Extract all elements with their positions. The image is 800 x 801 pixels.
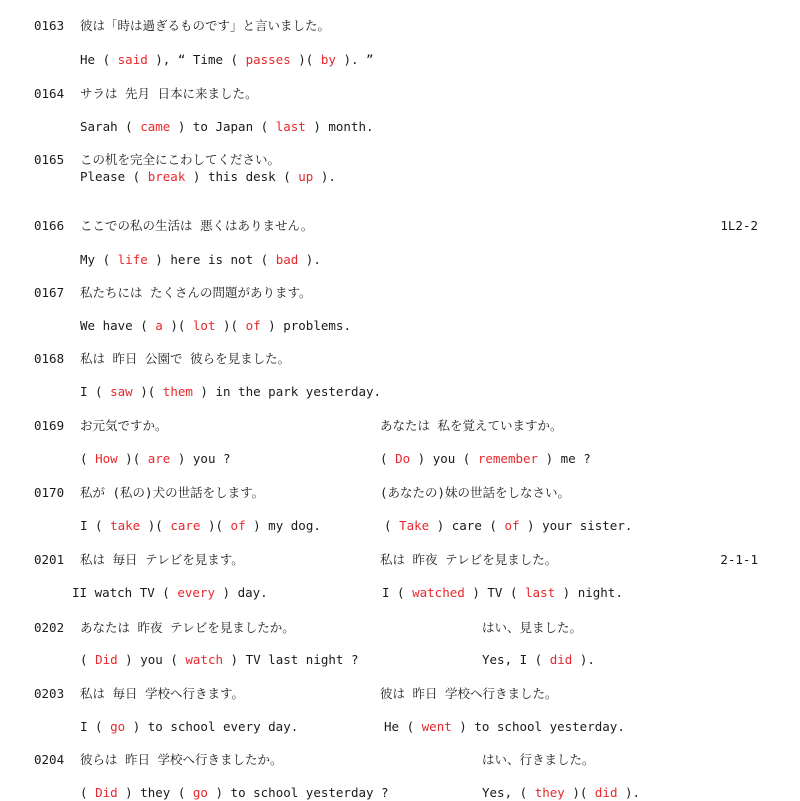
japanese-sentence-2: 彼は 昨日 学校へ行きました。 xyxy=(380,686,558,701)
english-sentence xyxy=(80,719,298,735)
item-number: 0204 xyxy=(34,752,65,767)
sentence-text: II watch TV ( xyxy=(72,585,178,600)
sentence-text: Yes, I ( xyxy=(482,652,550,667)
answer-word: remember xyxy=(477,451,539,466)
sentence-text: Please ( xyxy=(80,169,148,184)
sentence-text: I ( xyxy=(80,384,111,399)
sentence-text: ) day. xyxy=(215,585,268,600)
sentence-text: )( xyxy=(162,318,193,333)
answer-word: take xyxy=(110,518,141,533)
sentence-text: )( xyxy=(117,451,148,466)
sentence-text: ) to school every day. xyxy=(125,719,299,734)
english-sentence xyxy=(80,318,351,334)
english-sentence xyxy=(80,52,374,68)
sentence-text: Yes, ( xyxy=(482,785,535,800)
english-sentence xyxy=(80,652,358,668)
answer-word: they xyxy=(534,785,565,800)
sentence-text: He ( xyxy=(80,52,118,67)
answer-word: said xyxy=(117,52,148,67)
japanese-sentence: 彼らは 昨日 学校へ行きましたか。 xyxy=(80,752,283,767)
answer-word: saw xyxy=(110,384,133,399)
japanese-sentence: 私は 毎日 テレビを見ます。 xyxy=(80,552,244,567)
answer-word: went xyxy=(421,719,452,734)
japanese-sentence: お元気ですか。 xyxy=(80,418,168,433)
english-sentence-2 xyxy=(380,451,591,467)
sentence-text: I ( xyxy=(80,719,111,734)
sentence-text: ) night. xyxy=(555,585,623,600)
japanese-sentence-2: はい、行きました。 xyxy=(482,752,595,767)
answer-word: last xyxy=(275,119,306,134)
answer-word: go xyxy=(192,785,208,800)
answer-word: go xyxy=(110,719,126,734)
sentence-text: )( xyxy=(140,518,171,533)
sentence-text: ), “ Time ( xyxy=(147,52,246,67)
english-sentence-2 xyxy=(482,652,595,668)
english-sentence xyxy=(80,451,231,467)
sentence-text: He ( xyxy=(384,719,422,734)
sentence-text: My ( xyxy=(80,252,118,267)
answer-word: them xyxy=(162,384,193,399)
answer-word: Do xyxy=(395,451,411,466)
japanese-sentence: 私は 毎日 学校へ行きます。 xyxy=(80,686,245,701)
sentence-text: )( xyxy=(215,318,246,333)
answer-word: did xyxy=(549,652,573,667)
item-number: 0201 xyxy=(34,552,65,567)
answer-word: came xyxy=(140,119,171,134)
answer-word: a xyxy=(155,318,163,333)
answer-word: life xyxy=(117,252,148,267)
answer-word: lot xyxy=(192,318,216,333)
section-reference: 1L2-2 xyxy=(720,218,758,233)
sentence-text: ) my dog. xyxy=(245,518,321,533)
japanese-sentence: 私が (私の)犬の世話をします。 xyxy=(80,485,265,500)
item-number: 0168 xyxy=(34,351,65,366)
english-sentence xyxy=(80,252,321,268)
japanese-sentence: 彼は「時は過ぎるものです」と言いました。 xyxy=(80,18,331,33)
sentence-text: We have ( xyxy=(80,318,156,333)
sentence-text: ) they ( xyxy=(117,785,193,800)
sentence-text: ) this desk ( xyxy=(185,169,299,184)
sentence-text: ). xyxy=(617,785,641,800)
sentence-text: ) month. xyxy=(305,119,374,134)
item-number: 0166 xyxy=(34,218,65,233)
sentence-text: ) to Japan ( xyxy=(170,119,276,134)
sentence-text: I ( xyxy=(382,585,413,600)
answer-word: of xyxy=(245,318,261,333)
english-sentence-2 xyxy=(384,719,625,735)
sentence-text: )( xyxy=(564,785,595,800)
answer-word: bad xyxy=(275,252,299,267)
item-number: 0203 xyxy=(34,686,65,701)
japanese-sentence: 私は 昨日 公園で 彼らを見ました。 xyxy=(80,351,291,366)
sentence-text: ) to school yesterday ? xyxy=(207,785,389,800)
answer-word: care xyxy=(170,518,201,533)
japanese-sentence: サラは 先月 日本に来ました。 xyxy=(80,86,258,101)
english-sentence xyxy=(80,518,321,534)
item-number: 0165 xyxy=(34,152,65,167)
japanese-sentence-2: 私は 昨夜 テレビを見ました。 xyxy=(380,552,558,567)
japanese-sentence: あなたは 昨夜 テレビを見ましたか。 xyxy=(80,620,295,635)
answer-word: did xyxy=(594,785,618,800)
sentence-text: )( xyxy=(290,52,321,67)
sentence-text: ( xyxy=(380,451,396,466)
answer-word: up xyxy=(298,169,314,184)
english-sentence xyxy=(80,384,381,400)
japanese-sentence: ここでの私の生活は 悪くはありません。 xyxy=(80,218,314,233)
sentence-text: ) here is not ( xyxy=(147,252,276,267)
answer-word: are xyxy=(147,451,171,466)
answer-word: How xyxy=(95,451,118,466)
sentence-text: ( xyxy=(384,518,400,533)
english-sentence xyxy=(80,785,389,801)
sentence-text: ). xyxy=(572,652,595,667)
sentence-text: ) your sister. xyxy=(519,518,633,533)
item-number: 0163 xyxy=(34,18,65,33)
sentence-text: ( xyxy=(80,451,96,466)
english-sentence-2 xyxy=(384,518,632,534)
sentence-text: ( xyxy=(80,785,96,800)
answer-word: Take xyxy=(399,518,430,533)
answer-word: of xyxy=(230,518,246,533)
japanese-sentence: 私たちには たくさんの問題があります。 xyxy=(80,285,312,300)
sentence-text: ) me ? xyxy=(538,451,591,466)
english-sentence xyxy=(80,169,336,185)
english-sentence xyxy=(72,585,268,601)
english-sentence-2 xyxy=(482,785,640,801)
sentence-text: ( xyxy=(80,652,96,667)
answer-word: Did xyxy=(95,785,118,800)
sentence-text: ) in the park yesterday. xyxy=(192,384,382,399)
item-number: 0164 xyxy=(34,86,65,101)
item-number: 0170 xyxy=(34,485,65,500)
answer-word: watch xyxy=(185,652,224,667)
sentence-text: ). ” xyxy=(335,52,374,67)
sentence-text: ) you ( xyxy=(117,652,186,667)
sentence-text: ) TV last night ? xyxy=(223,652,359,667)
sentence-text: ) you ? xyxy=(170,451,231,466)
item-number: 0202 xyxy=(34,620,65,635)
sentence-text: ). xyxy=(298,252,321,267)
sentence-text: )( xyxy=(132,384,163,399)
english-sentence-2 xyxy=(382,585,623,601)
section-reference: 2-1-1 xyxy=(720,552,758,567)
item-number: 0169 xyxy=(34,418,65,433)
japanese-sentence-2: (あなたの)妹の世話をしなさい。 xyxy=(380,485,571,500)
answer-word: passes xyxy=(245,52,291,67)
sentence-text: ) TV ( xyxy=(464,585,526,600)
answer-word: last xyxy=(525,585,556,600)
english-sentence xyxy=(80,119,374,135)
answer-word: break xyxy=(147,169,186,184)
sentence-text: ) problems. xyxy=(260,318,351,333)
sentence-text: ) to school yesterday. xyxy=(451,719,625,734)
sentence-text: ) you ( xyxy=(410,451,478,466)
japanese-sentence-2: あなたは 私を覚えていますか。 xyxy=(380,418,563,433)
sentence-text: I ( xyxy=(80,518,111,533)
answer-word: of xyxy=(504,518,520,533)
answer-word: by xyxy=(320,52,336,67)
answer-word: Did xyxy=(95,652,118,667)
sentence-text: Sarah ( xyxy=(80,119,141,134)
japanese-sentence-2: はい、見ました。 xyxy=(482,620,583,635)
sentence-text: ) care ( xyxy=(429,518,505,533)
sentence-text: ). xyxy=(313,169,336,184)
sentence-text: )( xyxy=(200,518,231,533)
item-number: 0167 xyxy=(34,285,65,300)
answer-word: every xyxy=(177,585,215,600)
japanese-sentence: この机を完全にこわしてください。 xyxy=(80,152,281,167)
answer-word: watched xyxy=(412,585,465,600)
